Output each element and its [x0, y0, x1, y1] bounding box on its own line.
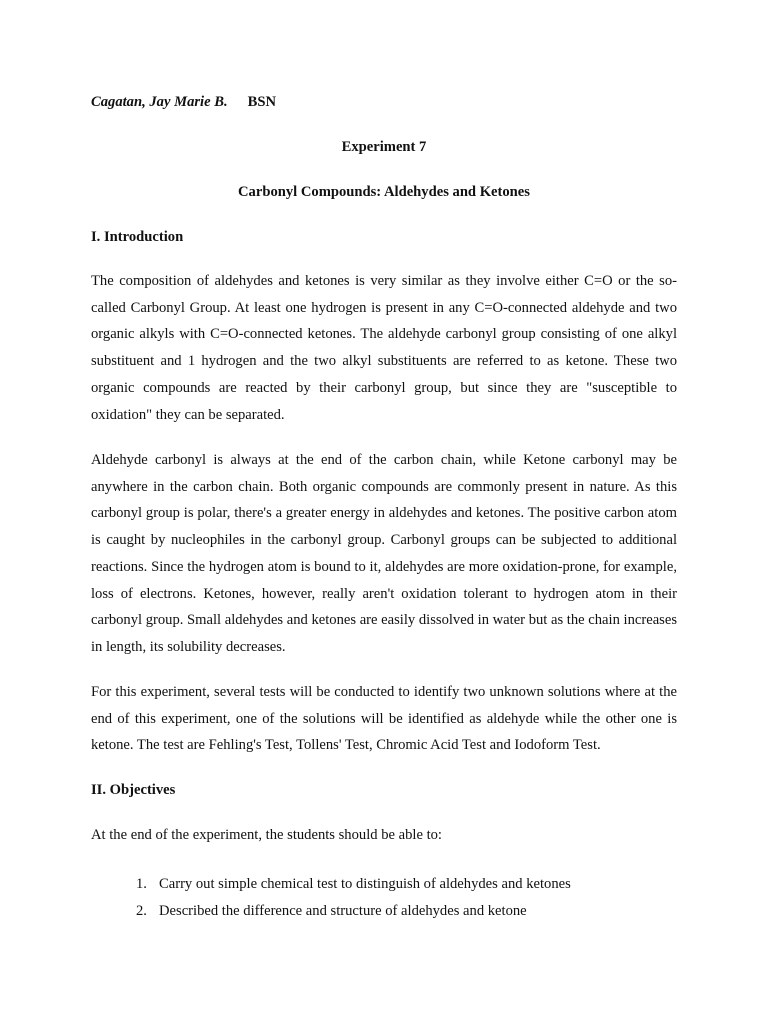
list-item-number: 1.	[136, 876, 147, 892]
author-name: Cagatan, Jay Marie B.	[91, 94, 228, 110]
introduction-paragraph-1: The composition of aldehydes and ketones is very similar as they involve either C=O or the so-called Carbonyl Group. At least one hydrogen is present in any C=O-connected aldehyde and two organic alkyls with C=O-connected ketones. The aldehyde carbonyl group consisting of one alkyl substituent and 1 hydrogen and the two alkyl substituents are referred to as ketone. These two organic compounds are reacted by their carbonyl group, but since they are "susceptible to oxidation" they can be separated.	[91, 273, 677, 423]
introduction-paragraph-3: For this experiment, several tests will be conducted to identify two unknown solutions where at the end of this experiment, one of the solutions will be identified as aldehyde while the other one is ketone. The test are Fehling's Test, Tollens' Test, Chromic Acid Test and Iodoform Test.	[91, 684, 677, 754]
document-title: Carbonyl Compounds: Aldehydes and Ketones	[238, 184, 530, 200]
list-item-text: Carry out simple chemical test to distinguish of aldehydes and ketones	[159, 876, 571, 892]
introduction-paragraph-2: Aldehyde carbonyl is always at the end of the carbon chain, while Ketone carbonyl may be anywhere in the carbon chain. Both organic compounds are commonly present in nature. As this carbonyl group is polar, there's a greater energy in aldehydes and ketones. The positive carbon atom is caught by nucleophiles in the carbonyl group. Carbonyl groups can be subjected to additional reactions. Since the hydrogen atom is bound to it, aldehydes are more oxidation-prone, for example, loss of electrons. Ketones, however, really aren't oxidation tolerant to hydrogen atom in their carbonyl group. Small aldehydes and ketones are easily dissolved in water but as the chain increases in length, its solubility decreases.	[91, 452, 678, 655]
introduction-heading: I. Introduction	[91, 229, 184, 245]
objectives-lead: At the end of the experiment, the students should be able to:	[91, 827, 442, 843]
objectives-heading: II. Objectives	[91, 782, 176, 798]
objectives-list	[136, 871, 676, 924]
list-item-number: 2.	[136, 902, 147, 919]
list-item	[136, 898, 676, 925]
list-item	[136, 871, 676, 898]
author-line	[91, 93, 677, 111]
list-item-text: Described the difference and structure of aldehydes and ketone	[159, 902, 527, 919]
experiment-label: Experiment 7	[341, 139, 427, 155]
author-course: BSN	[247, 94, 277, 110]
